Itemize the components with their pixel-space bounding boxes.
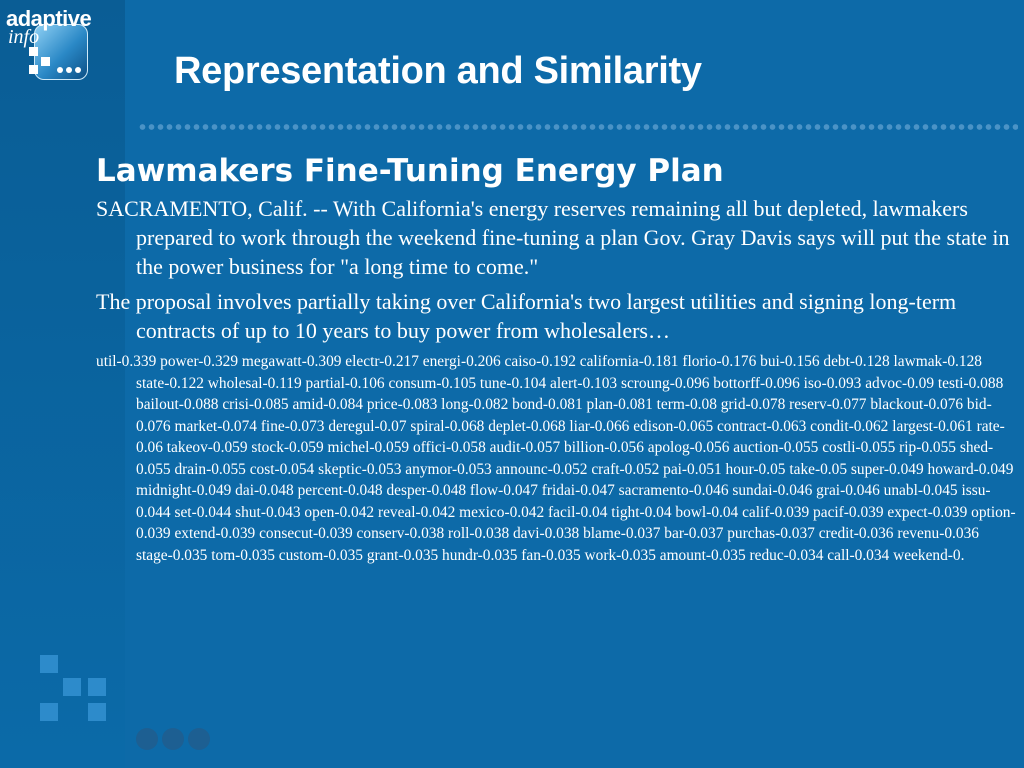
slide-content <box>96 152 1018 566</box>
logo-brand-line2: info <box>8 26 40 48</box>
term-weight-list: util-0.339 power-0.329 megawatt-0.309 electr-0.217 energi-0.206 caiso-0.192 california-0.181 florio-0.176 bui-0.156 debt-0.128 lawmak-0.128 state-0.122 wholesal-0.119 partial-0.106 consum-0.105 tune-0.104 alert-0.103 scroung-0.096 bottorff-0.096 iso-0.093 advoc-0.09 testi-0.088 bailout-0.088 crisi-0.085 amid-0.084 price-0.083 long-0.082 bond-0.081 plan-0.081 term-0.08 grid-0.078 reserv-0.077 blackout-0.076 bid-0.076 market-0.074 fine-0.073 deregul-0.07 spiral-0.068 deplet-0.068 liar-0.066 edison-0.065 contract-0.063 condit-0.062 largest-0.061 rate-0.06 takeov-0.059 stock-0.059 michel-0.059 offici-0.058 audit-0.057 billion-0.056 apolog-0.056 auction-0.055 costli-0.055 rip-0.055 shed-0.055 drain-0.055 cost-0.054 skeptic-0.053 anymor-0.053 announc-0.052 craft-0.052 pai-0.051 hour-0.05 take-0.05 super-0.049 howard-0.049 midnight-0.049 dai-0.048 percent-0.048 desper-0.048 flow-0.047 fridai-0.047 sacramento-0.046 sundai-0.046 grai-0.046 unabl-0.045 issu-0.044 set-0.044 shut-0.043 open-0.042 reveal-0.042 mexico-0.042 facil-0.04 tight-0.04 bowl-0.04 calif-0.039 pacif-0.039 expect-0.039 option-0.039 extend-0.039 consecut-0.039 conserv-0.038 roll-0.038 davi-0.038 blame-0.037 bar-0.037 purchas-0.037 credit-0.036 revenu-0.036 stage-0.035 tom-0.035 custom-0.035 grant-0.035 hundr-0.035 fan-0.035 work-0.035 amount-0.035 reduc-0.034 call-0.034 weekend-0. <box>96 353 1016 564</box>
decor-dot <box>136 728 158 750</box>
article-headline: Lawmakers Fine-Tuning Energy Plan <box>96 153 724 189</box>
logo-brand-line1: adaptive <box>6 6 92 31</box>
decor-dot <box>188 728 210 750</box>
decor-square <box>88 678 106 696</box>
decor-square <box>63 678 81 696</box>
article-paragraph-2: The proposal involves partially taking over California's two largest utilities and signing long-term contracts of up to 10 years to buy power from wholesalers… <box>96 289 957 343</box>
decor-square <box>88 703 106 721</box>
adaptive-info-logo <box>4 4 104 84</box>
decor-square <box>40 703 58 721</box>
article-paragraph-1: SACRAMENTO, Calif. -- With California's energy reserves remaining all but depleted, lawmakers prepared to work through the weekend fine-tuning a plan Gov. Gray Davis says will put the state in the power business for "a long time to come." <box>96 196 1010 279</box>
decor-dot <box>162 728 184 750</box>
adaptive-info-logo-icon <box>34 24 88 80</box>
decor-square <box>40 655 58 673</box>
dotted-divider <box>138 122 1018 132</box>
slide-title: Representation and Similarity <box>174 50 702 92</box>
